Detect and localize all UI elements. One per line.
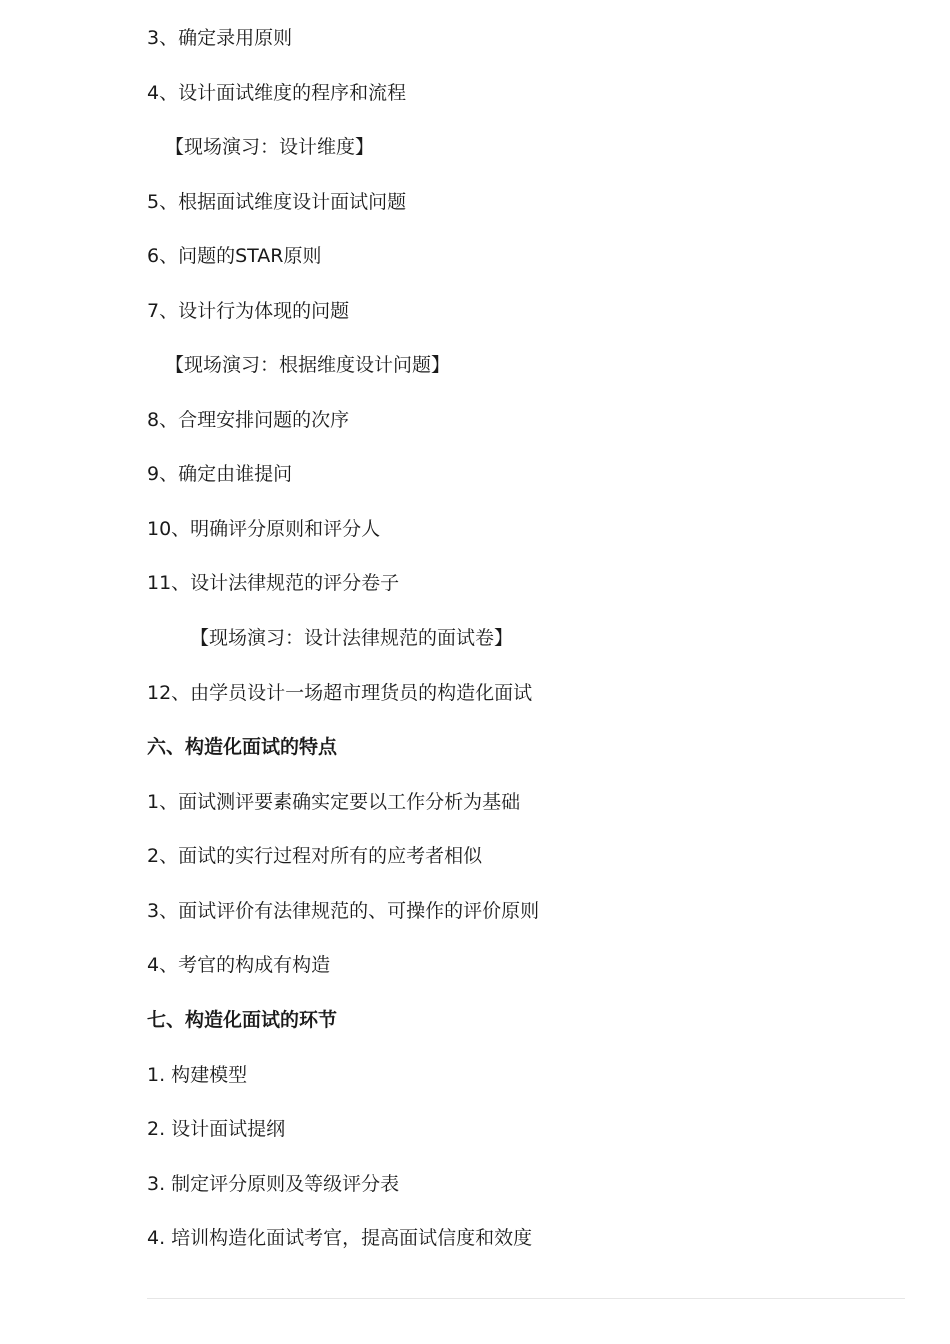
list-item: 3. 制定评分原则及等级评分表 xyxy=(147,1173,400,1195)
exercise-note: 【现场演习：设计法律规范的面试卷】 xyxy=(190,627,514,649)
list-item: 3、面试评价有法律规范的、可操作的评价原则 xyxy=(147,900,540,922)
list-item: 11、设计法律规范的评分卷子 xyxy=(147,572,400,594)
list-item: 8、合理安排问题的次序 xyxy=(147,409,350,431)
section-heading: 七、构造化面试的环节 xyxy=(147,1009,338,1031)
list-item: 10、明确评分原则和评分人 xyxy=(147,518,381,540)
list-item: 9、确定由谁提问 xyxy=(147,463,293,485)
exercise-note: 【现场演习：根据维度设计问题】 xyxy=(165,354,451,376)
section-heading: 六、构造化面试的特点 xyxy=(147,736,338,758)
list-item: 4、考官的构成有构造 xyxy=(147,954,331,976)
list-item: 5、根据面试维度设计面试问题 xyxy=(147,191,407,213)
list-item: 12、由学员设计一场超市理货员的构造化面试 xyxy=(147,682,533,704)
list-item: 2. 设计面试提纲 xyxy=(147,1118,286,1140)
list-item: 6、问题的STAR原则 xyxy=(147,245,322,267)
page-divider xyxy=(147,1298,905,1299)
exercise-note: 【现场演习：设计维度】 xyxy=(165,136,375,158)
list-item: 7、设计行为体现的问题 xyxy=(147,300,350,322)
list-item: 2、面试的实行过程对所有的应考者相似 xyxy=(147,845,483,867)
list-item: 3、确定录用原则 xyxy=(147,27,293,49)
list-item: 4、设计面试维度的程序和流程 xyxy=(147,82,407,104)
list-item: 4. 培训构造化面试考官，提高面试信度和效度 xyxy=(147,1227,533,1249)
list-item: 1、面试测评要素确实定要以工作分析为基础 xyxy=(147,791,521,813)
list-item: 1. 构建模型 xyxy=(147,1064,248,1086)
